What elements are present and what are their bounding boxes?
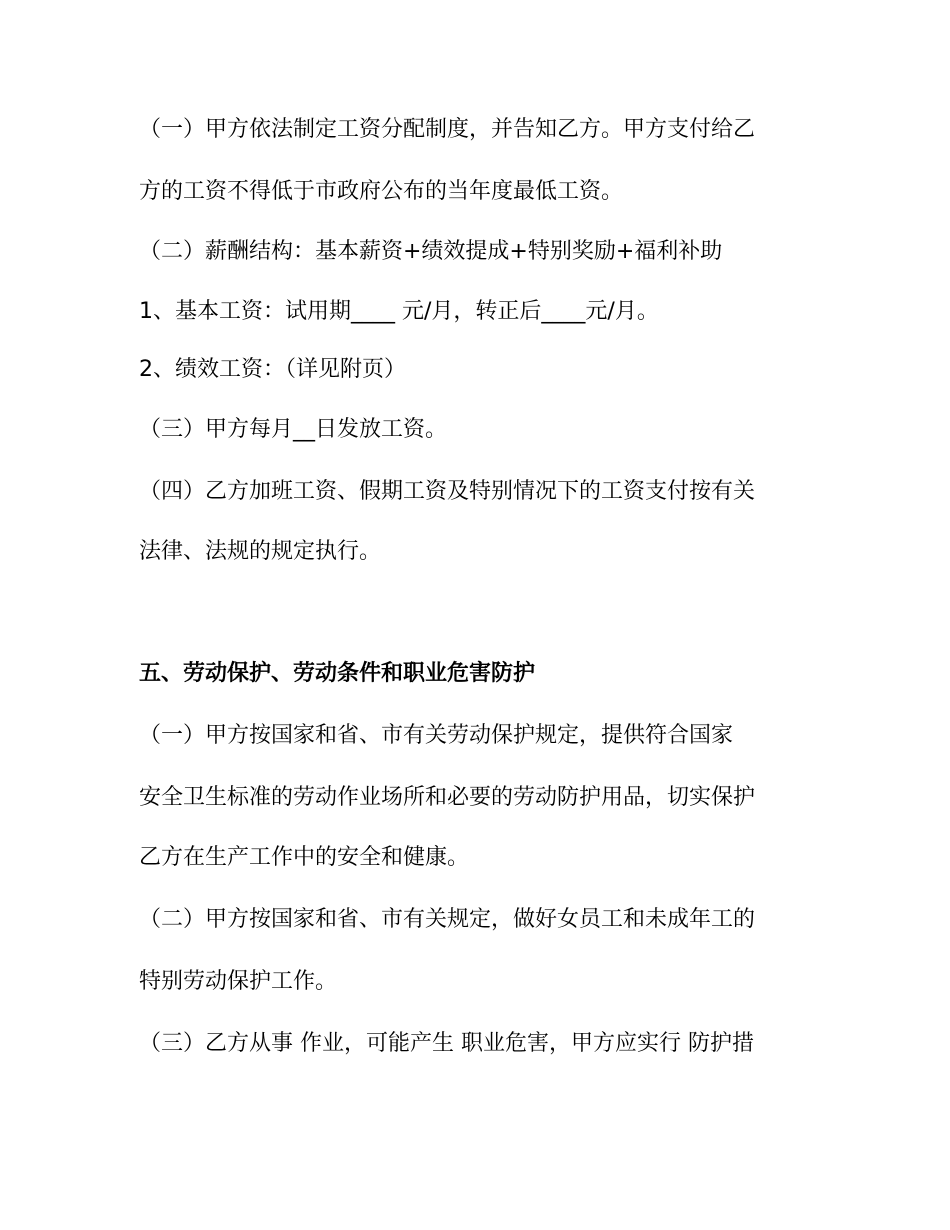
paragraph-pay-day: （三）甲方每月__日发放工资。 bbox=[139, 417, 448, 442]
paragraph-overtime-line-2: 法律、法规的规定执行。 bbox=[139, 539, 382, 564]
paragraph-protection-line-1: （一）甲方按国家和省、市有关劳动保护规定，提供符合国家 bbox=[139, 723, 734, 748]
paragraph-female-protection-line-1: （二）甲方按国家和省、市有关规定，做好女员工和未成年工的 bbox=[139, 907, 756, 932]
section-heading-labor-protection: 五、劳动保护、劳动条件和职业危害防护 bbox=[139, 661, 536, 686]
paragraph-performance-wage: 2、绩效工资：（详见附页） bbox=[139, 357, 406, 382]
paragraph-female-protection-line-2: 特别劳动保护工作。 bbox=[139, 969, 338, 994]
paragraph-protection-line-2: 安全卫生标准的劳动作业场所和必要的劳动防护用品，切实保护 bbox=[139, 785, 756, 810]
paragraph-wage-system-line-2: 方的工资不得低于市政府公布的当年度最低工资。 bbox=[139, 179, 624, 204]
paragraph-occupational-hazard-line-1: （三）乙方从事 作业，可能产生 职业危害，甲方应实行 防护措 bbox=[139, 1031, 754, 1056]
paragraph-basic-wage: 1、基本工资：试用期____ 元/月，转正后____元/月。 bbox=[139, 299, 659, 324]
paragraph-salary-structure: （二）薪酬结构：基本薪资+绩效提成+特别奖励+福利补助 bbox=[139, 239, 723, 264]
paragraph-wage-system-line-1: （一）甲方依法制定工资分配制度，并告知乙方。甲方支付给乙 bbox=[139, 117, 756, 142]
paragraph-overtime-line-1: （四）乙方加班工资、假期工资及特别情况下的工资支付按有关 bbox=[139, 479, 756, 504]
paragraph-protection-line-3: 乙方在生产工作中的安全和健康。 bbox=[139, 845, 470, 870]
